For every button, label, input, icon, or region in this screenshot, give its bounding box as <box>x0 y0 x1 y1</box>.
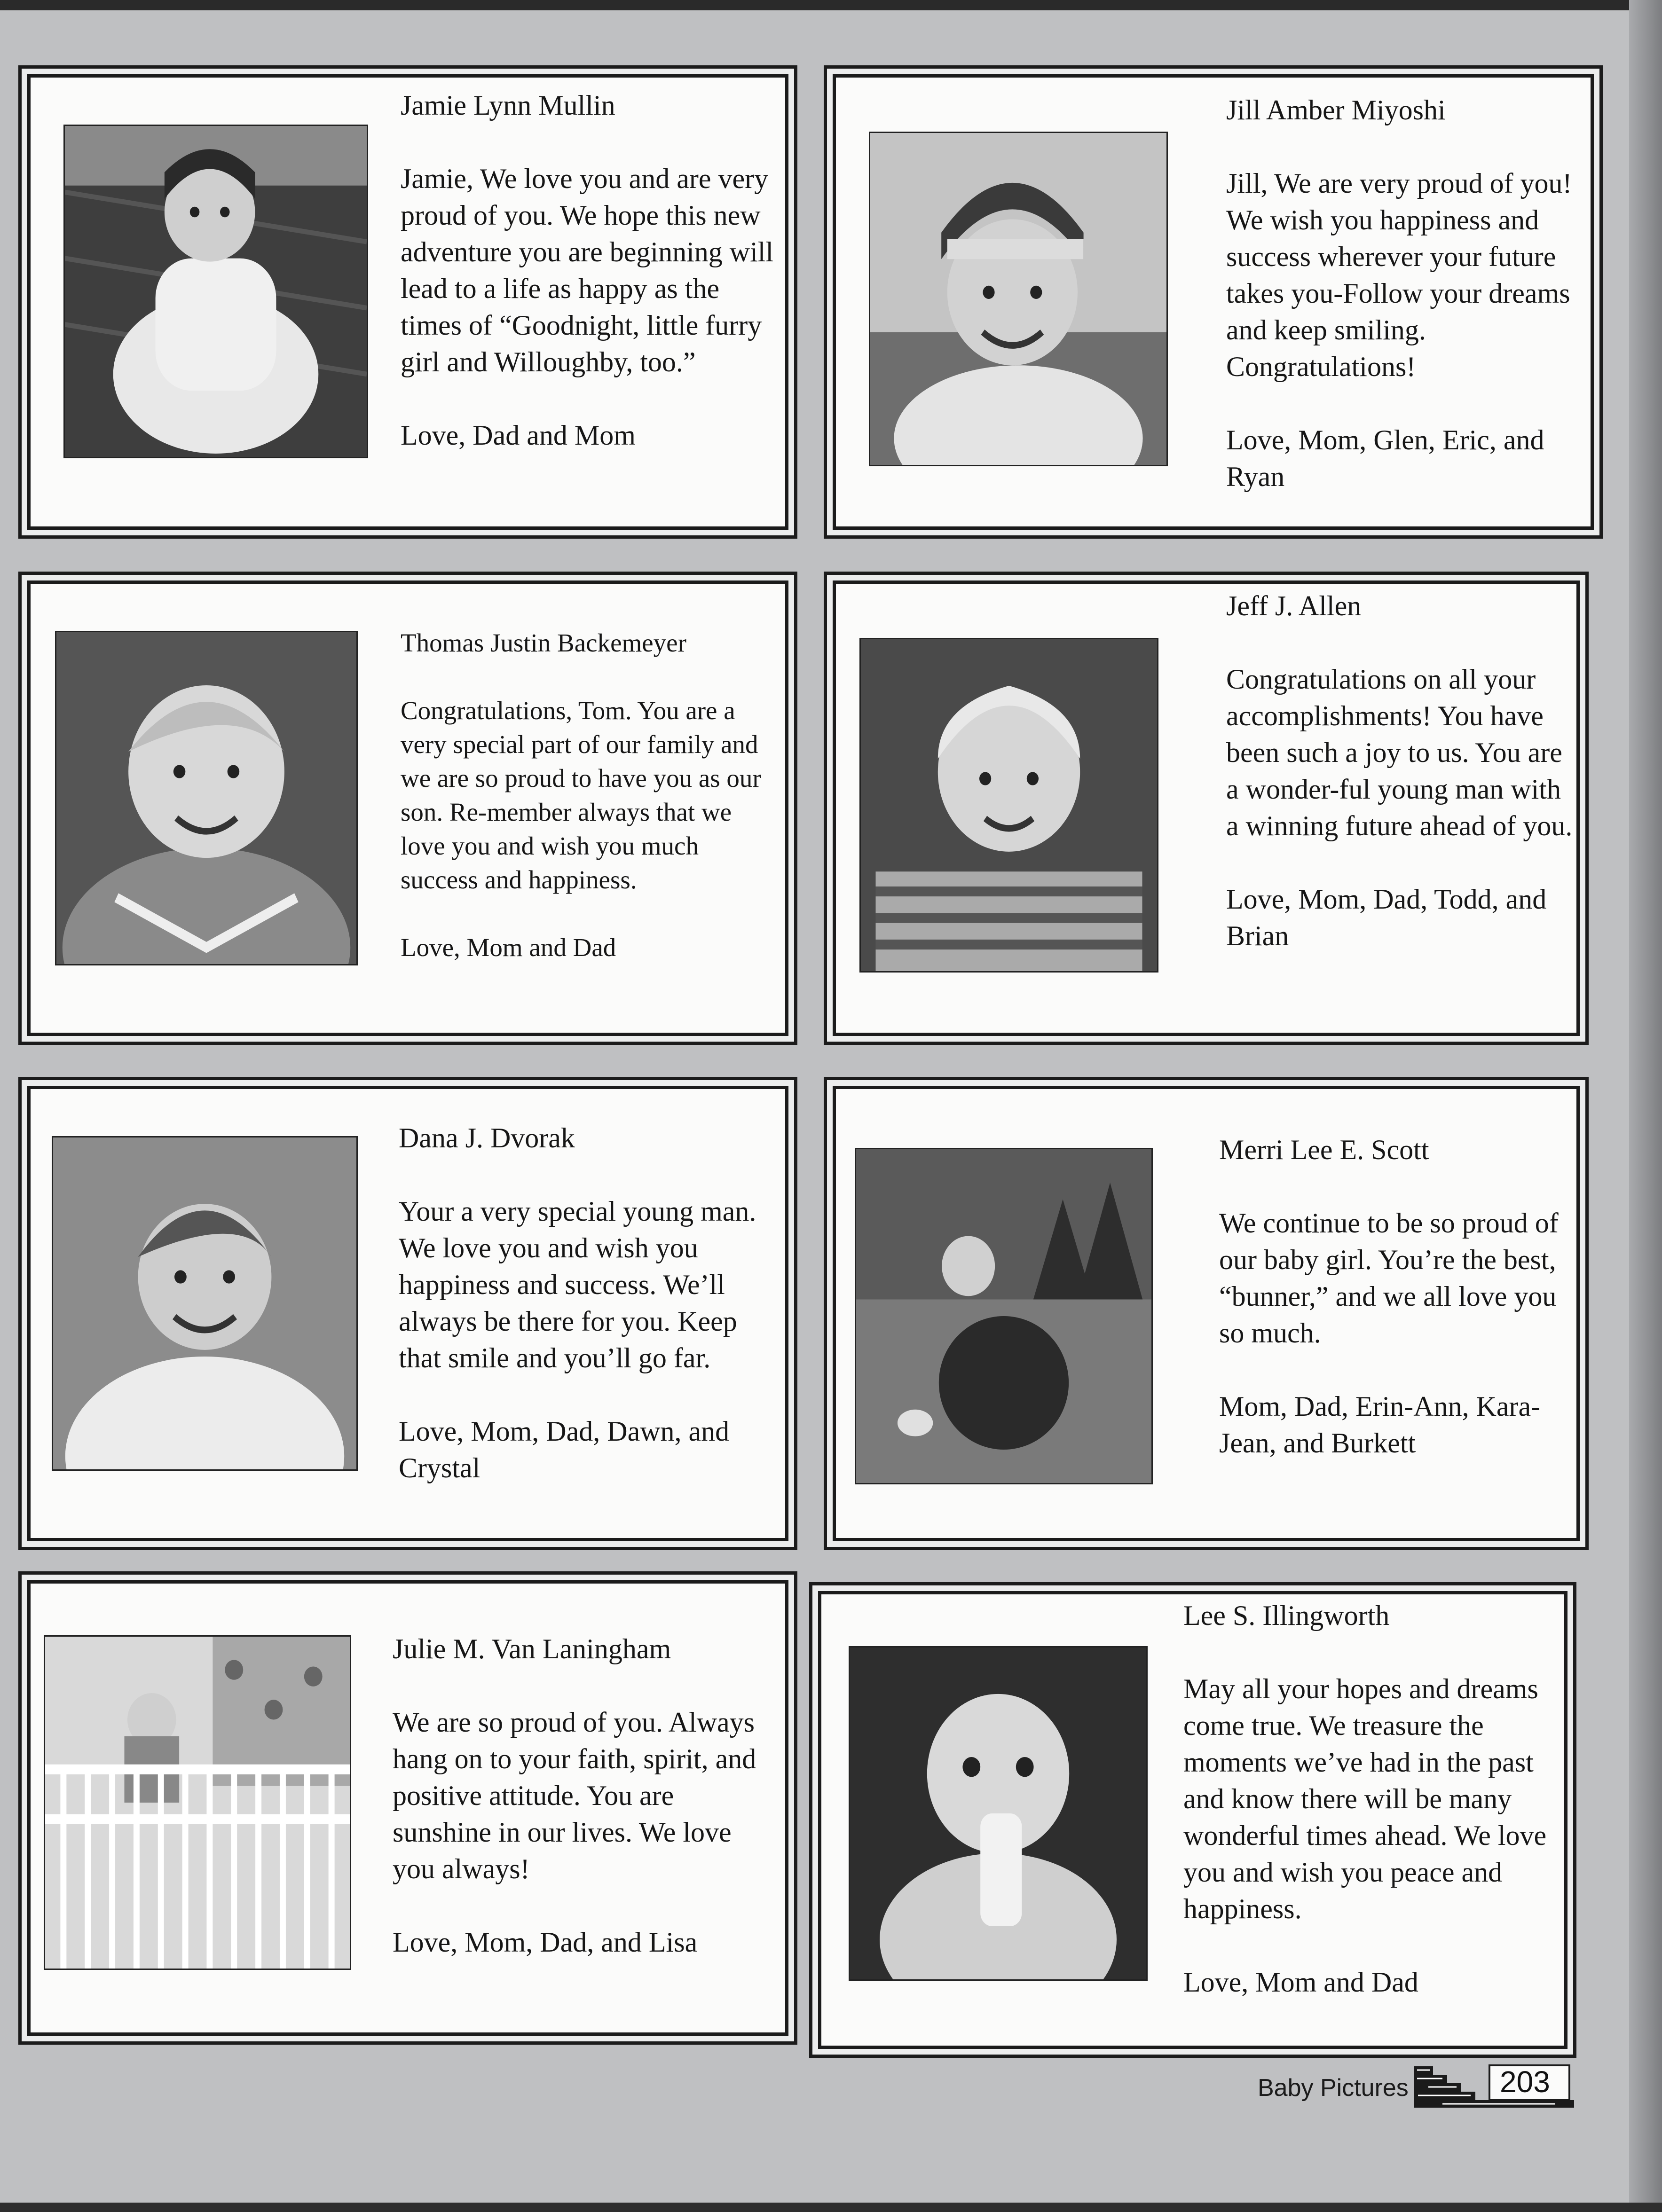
parent-message: We are so proud of you. Always hang on to your faith, spirit, and positive attitude. You are sunshine in our lives. We love you always! <box>393 1707 756 1884</box>
signature: Love, Mom, Dad, Todd, and Brian <box>1226 884 1547 951</box>
message-block <box>1219 1131 1576 1461</box>
baby-card-jamie <box>27 74 788 530</box>
message-block <box>1226 588 1574 954</box>
message-block <box>399 1120 775 1486</box>
student-name: Thomas Justin Backemeyer <box>401 628 686 657</box>
message-block <box>1226 92 1583 495</box>
signature: Mom, Dad, Erin-Ann, Kara-Jean, and Burkett <box>1219 1391 1541 1459</box>
baby-photo <box>44 1635 351 1970</box>
parent-message: Your a very special young man. We love you and wish you happiness and success. We’ll always be there for you. Keep that smile and you’ll go far. <box>399 1196 756 1373</box>
parent-message: May all your hopes and dreams come true. We treasure the moments we’ve had in the past and know there will be many wonderful times ahead. We love you and wish you peace and happiness. <box>1183 1673 1547 1924</box>
baby-photo <box>63 125 368 458</box>
baby-card-dana <box>27 1086 788 1541</box>
baby-photo <box>855 1148 1153 1484</box>
student-name: Lee S. Illingworth <box>1183 1600 1390 1631</box>
signature: Love, Dad and Mom <box>401 420 636 451</box>
baby-card-lee <box>818 1591 1567 2049</box>
message-block <box>1183 1597 1550 2000</box>
message-block <box>393 1631 778 1961</box>
baby-card-merri <box>833 1086 1580 1541</box>
student-name: Jamie Lynn Mullin <box>401 90 615 121</box>
page-top-edge <box>0 0 1662 10</box>
message-block <box>401 626 777 965</box>
brick-wall-icon <box>1414 2063 1574 2110</box>
signature: Love, Mom and Dad <box>401 933 616 962</box>
baby-card-jeff <box>833 580 1580 1036</box>
section-label: Baby Pictures <box>1258 2074 1409 2102</box>
baby-photo <box>859 638 1158 973</box>
signature: Love, Mom, Dad, and Lisa <box>393 1927 698 1958</box>
message-block <box>401 87 777 454</box>
baby-photo <box>52 1136 358 1471</box>
baby-photo <box>869 132 1168 466</box>
page-number: 203 <box>1500 2065 1550 2099</box>
baby-photo <box>55 631 358 965</box>
student-name: Merri Lee E. Scott <box>1219 1134 1429 1165</box>
baby-photo <box>849 1646 1148 1981</box>
signature: Love, Mom, Dad, Dawn, and Crystal <box>399 1416 730 1483</box>
parent-message: We continue to be so proud of our baby girl. You’re the best, “bunner,” and we all love you so much. <box>1219 1208 1559 1349</box>
parent-message: Congratulations, Tom. You are a very special part of our family and we are so proud to have you as our son. Re-member always that we love you and wish you much success and happiness. <box>401 696 761 894</box>
student-name: Dana J. Dvorak <box>399 1122 575 1153</box>
page-bottom-edge <box>0 2203 1662 2212</box>
student-name: Jill Amber Miyoshi <box>1226 94 1446 126</box>
book-spine-edge <box>1629 0 1662 2212</box>
parent-message: Congratulations on all your accomplishments! You have been such a joy to us. You are a wonder-ful young man with a winning future ahead of you. <box>1226 664 1573 841</box>
baby-card-jill <box>833 74 1594 530</box>
baby-card-thomas <box>27 580 788 1036</box>
parent-message: Jamie, We love you and are very proud of you. We hope this new adventure you are beginning will lead to a life as happy as the times of “Goodnight, little furry girl and Willoughby, too.” <box>401 163 774 377</box>
student-name: Julie M. Van Laningham <box>393 1633 671 1664</box>
student-name: Jeff J. Allen <box>1226 590 1362 621</box>
signature: Love, Mom and Dad <box>1183 1967 1418 1998</box>
parent-message: Jill, We are very proud of you! We wish you happiness and success wherever your future takes you-Follow your dreams and keep smiling. Congratulations! <box>1226 168 1572 382</box>
baby-card-julie <box>27 1580 788 2036</box>
signature: Love, Mom, Glen, Eric, and Ryan <box>1226 424 1544 492</box>
